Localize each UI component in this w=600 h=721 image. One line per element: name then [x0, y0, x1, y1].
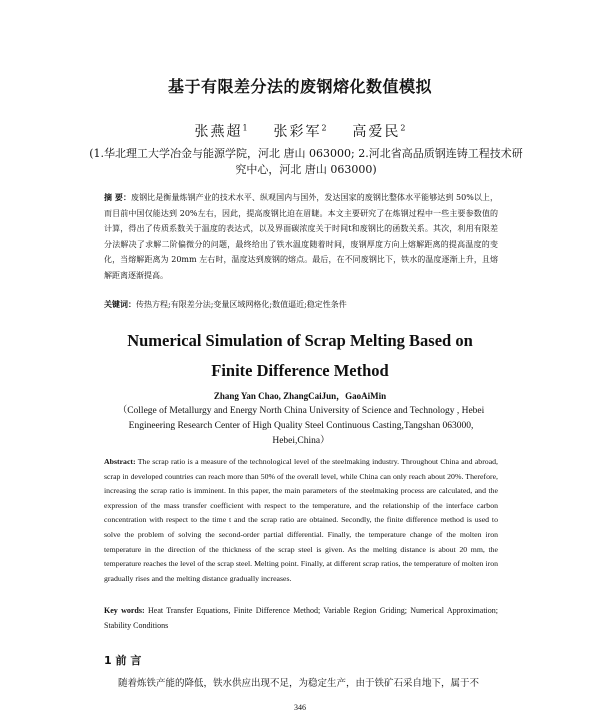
chinese-affiliation: (1.华北理工大学冶金与能源学院，河北 唐山 063000; 2.河北省高品质钢连铸工程技术研究中心，河北 唐山 063000): [89, 147, 523, 176]
chinese-authors: [0, 121, 600, 141]
english-title: [0, 326, 600, 386]
english-keywords-text: Heat Transfer Equations, Finite Difference Method; Variable Region Griding; Numerical Approximation; Stability Conditions: [104, 606, 498, 630]
author-1: 张燕超: [194, 124, 243, 140]
author-3: 高爱民: [352, 124, 401, 140]
chinese-keywords-label: 关键词：: [104, 299, 136, 309]
english-abstract-label: Abstract:: [104, 457, 136, 466]
english-keywords-label: Key words:: [104, 606, 145, 615]
english-affiliation: （College of Metallurgy and Energy North China University of Science and Technology , Hebei Engineering Research Center of High Quality Steel Continuous Casting,Tangshan 063000, Hebei,China）: [117, 406, 485, 446]
chinese-title: 基于有限差分法的废钢熔化数值模拟: [167, 77, 432, 96]
introduction-text: 随着炼铁产能的降低，铁水供应出现不足，为稳定生产，由于铁矿石采自地下，属于不: [118, 678, 480, 689]
section-heading-introduction: 1 前 言: [104, 654, 142, 667]
author-2: 张彩军: [273, 124, 322, 140]
chinese-abstract-text: 废钢比是衡量炼钢产业的技术水平、纵观国内与国外，发达国家的废钢比整体水平能够达到 50%以上，而目前中国仅能达到 20%左右，因此，提高废钢比迫在眉睫。本文主要研究了在炼钢过程中一些主要参数值的计算，得出了传质系数关于温度的表达式，以及界面碳浓度关于时间t和废钢比的函数关系。其次，利用有限差分法解决了求解二阶偏微分的问题，最终给出了铁水温度随着时间，废钢厚度方向上熔解距离的提高温度的变化，当熔解距离为 20mm 左右时，温度达到废钢的熔点。最后，在不同废钢比下，铁水的温度逐渐上升，且熔解距离逐渐提高。: [104, 193, 498, 280]
chinese-keywords: [104, 297, 498, 312]
english-abstract-text: The scrap ratio is a measure of the technological level of the steelmaking industry. Throughout China and abroad, scrap in developed countries can reach more than 50% of the overall level, while China can only reach about 20%. Therefore, increasing the scrap ratio is imminent. In this paper, the main parameters of the steelmaking process are calculated, and the expression of the mass transfer coefficient with respect to the temperature, and the relationship of the interface carbon concentration with respect to the time t and the scrap ratio are obtained. Secondly, the finite difference method is used to solve the problem of solving the second-order partial differential. Finally, the temperature change of the molten iron temperature in the direction of the thickness of the scrap steel is given. As the melting distance is about 20 mm, the temperature reaches the level of the scrap steel. Melting point. Finally, at different scrap ratios, the temperature of molten iron gradually rises and the melting distance gradually increases.: [104, 457, 499, 583]
chinese-keywords-text: 传热方程;有限差分法;变量区域网格化;数值逼近;稳定性条件: [136, 300, 347, 309]
chinese-abstract: [104, 190, 498, 283]
page-number: 346: [294, 703, 306, 712]
english-abstract: [104, 455, 498, 586]
author-2-affiliation-mark: 2: [321, 123, 327, 133]
english-title-line-1: Numerical Simulation of Scrap Melting Based on: [127, 331, 473, 350]
author-3-affiliation-mark: 2: [400, 123, 406, 133]
english-authors: Zhang Yan Chao, ZhangCaiJun，GaoAiMin: [213, 391, 387, 401]
author-1-affiliation-mark: 1: [242, 123, 248, 133]
chinese-abstract-label: 摘 要：: [104, 192, 132, 202]
english-title-line-2: Finite Difference Method: [211, 361, 389, 380]
english-keywords: [104, 603, 498, 633]
